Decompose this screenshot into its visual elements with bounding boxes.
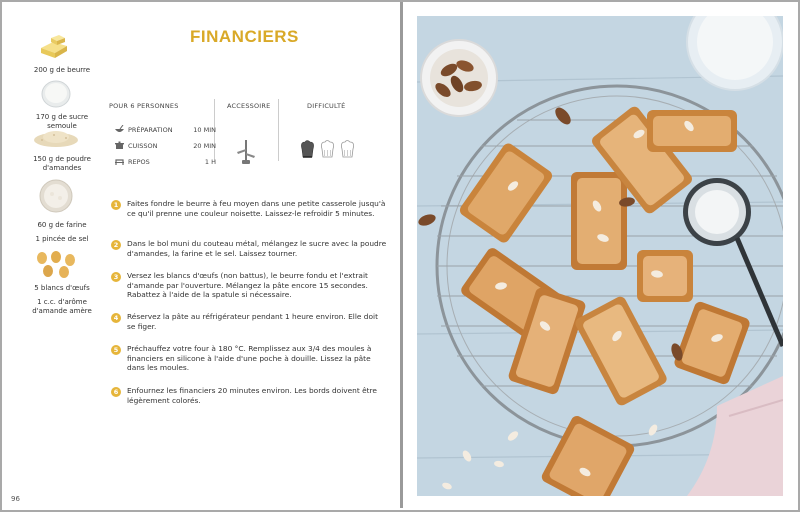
- info-label: CUISSON: [128, 142, 158, 150]
- ingredient-item: 60 g de farine: [37, 221, 87, 229]
- recipe-page: [2, 2, 400, 508]
- ingredient-item: 1 pincée de sel: [35, 235, 89, 243]
- photo-illustration: [417, 16, 783, 496]
- photo-page: [403, 2, 798, 508]
- page-number: 96: [11, 495, 20, 503]
- sugar-bowl-icon: [40, 79, 72, 109]
- pot-icon: [114, 141, 125, 150]
- financier-cake: [637, 250, 693, 302]
- financier-cake: [571, 172, 627, 270]
- ingredient-item: 200 g de beurre: [33, 66, 91, 74]
- chef-hat-icon: [321, 141, 333, 158]
- info-label: PRÉPARATION: [128, 126, 173, 134]
- chef-hat-icon: [301, 141, 313, 158]
- step-number: 1: [111, 200, 121, 210]
- ingredient-item: 1 c.c. d'arôme d'amande amère: [32, 298, 92, 315]
- info-label: REPOS: [128, 158, 150, 166]
- difficulty-rating: [298, 139, 358, 161]
- step-text: Versez les blancs d'œufs (non battus), le beurre fondu et l'extrait d'amande par l'ouverture. Mélangez la pâte encore 15 secondes. Rabattez à l'aide de la spatule si nécessaire.: [127, 271, 368, 299]
- chef-hat-icon: [341, 141, 353, 158]
- step-text: Réservez la pâte au réfrigérateur pendant 1 heure environ. Elle doit se figer.: [127, 312, 378, 331]
- difficulty-label: DIFFICULTÉ: [307, 102, 346, 110]
- step-number: 4: [111, 313, 121, 323]
- ingredient-item: 150 g de poudre d'amandes: [33, 155, 91, 172]
- step-number: 6: [111, 387, 121, 397]
- info-value: 1 H: [204, 158, 216, 166]
- butter-icon: [37, 30, 73, 60]
- step-text: Enfournez les financiers 20 minutes environ. Les bords doivent être légèrement colorés.: [127, 386, 377, 405]
- step-number: 3: [111, 272, 121, 282]
- flour-bowl-icon: [38, 178, 74, 214]
- step-text: Préchauffez votre four à 180 °C. Remplissez aux 3/4 des moules à financiers en silicone à l'aide d'une poche à douille. Lissez la pâte dans les moules.: [127, 344, 372, 372]
- ingredient-item: 5 blancs d'œufs: [34, 284, 90, 292]
- rest-icon: [114, 157, 125, 166]
- info-divider: [278, 99, 279, 161]
- step-text: Faites fondre le beurre à feu moyen dans une petite casserole jusqu'à ce qu'il prenne une couleur noisette. Laissez-le refroidir 5 minutes.: [127, 199, 386, 218]
- whisk-bowl-icon: [114, 125, 125, 134]
- servings-label: POUR 6 PERSONNES: [109, 102, 179, 110]
- eggs-icon: [34, 250, 78, 280]
- step-text: Dans le bol muni du couteau métal, mélangez le sucre avec la poudre d'amandes, la farine et le sel. Laissez tourner.: [127, 239, 387, 258]
- blade-accessory-icon: [235, 140, 257, 166]
- recipe-title: FINANCIERS: [190, 27, 299, 46]
- accessory-label: ACCESSOIRE: [227, 102, 271, 110]
- ingredient-item: 170 g de sucre semoule: [35, 113, 89, 130]
- step-number: 2: [111, 240, 121, 250]
- step-number: 5: [111, 345, 121, 355]
- info-value: 10 MIN: [193, 126, 216, 134]
- almond-powder-icon: [32, 126, 80, 148]
- info-value: 20 MIN: [193, 142, 216, 150]
- financiers-photo: [417, 16, 783, 496]
